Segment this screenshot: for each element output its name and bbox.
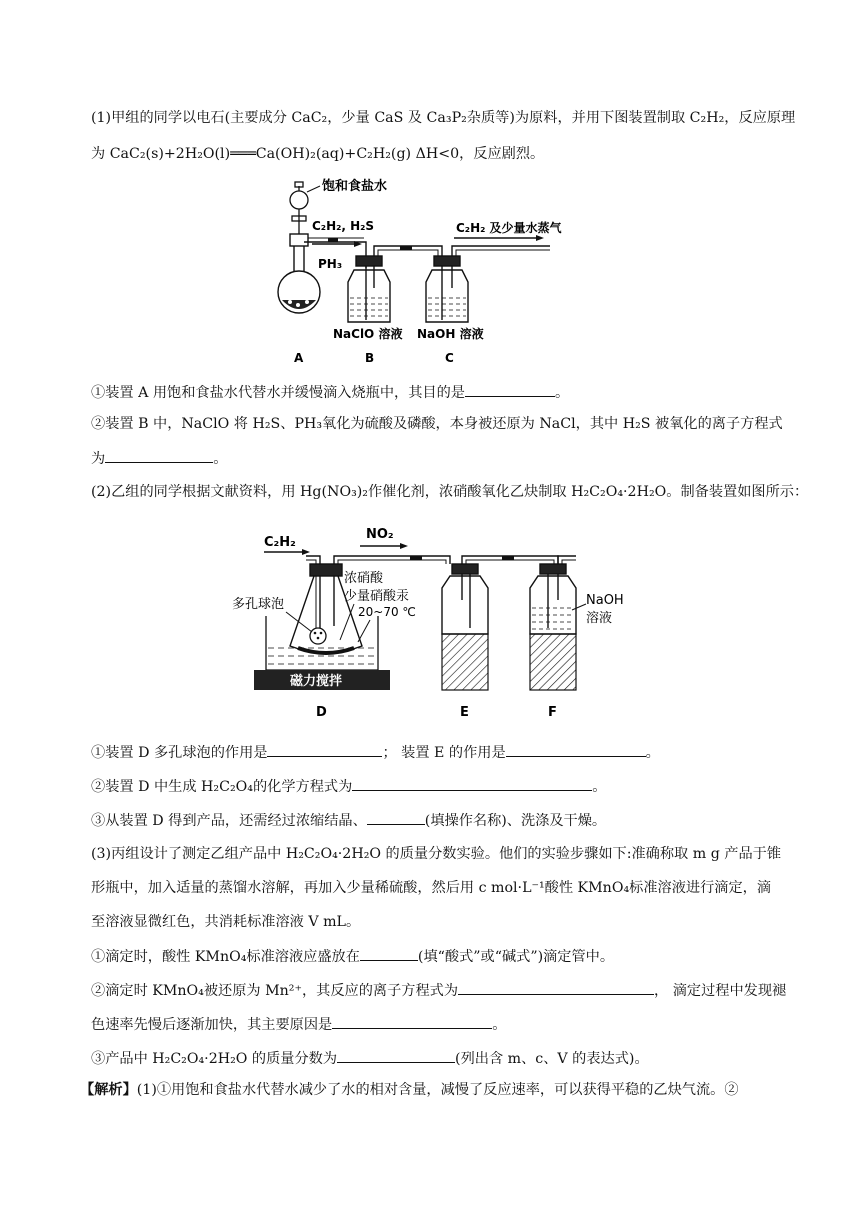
- q3-3-text-b: (列出含 m、c、V 的表达式)。: [455, 1051, 649, 1067]
- q2-1-text-a: ①装置 D 多孔球泡的作用是: [91, 745, 268, 761]
- answer-blank-q3-2a[interactable]: [458, 980, 654, 995]
- q3-2c-end: 。: [492, 1017, 507, 1033]
- q2-3-text-a: ③从装置 D 得到产品，还需经过浓缩结晶、: [91, 813, 367, 829]
- answer-blank-q1-2[interactable]: [105, 448, 213, 463]
- gas-out-label: C₂H₂ 及少量水蒸气: [456, 221, 562, 235]
- bottle-c-solution: NaOH 溶液: [417, 327, 484, 341]
- q3-3: [91, 1048, 649, 1069]
- part3-line3: 至溶液显微红色，共消耗标准溶液 V mL。: [91, 914, 361, 930]
- reagent2-label: 少量硝酸汞: [344, 589, 410, 604]
- q3-3-text-a: ③产品中 H₂C₂O₄·2H₂O 的质量分数为: [91, 1051, 338, 1067]
- gas2-label: PH₃: [318, 257, 343, 271]
- analysis-tag: 【解析】: [80, 1082, 137, 1098]
- gas-in-label: C₂H₂: [264, 535, 296, 550]
- stand-e: [442, 634, 488, 690]
- funnel-label: 饱和食盐水: [322, 179, 388, 194]
- q1-1-text: ①装置 A 用饱和食盐水代替水并缓慢滴入烧瓶中，其目的是: [91, 385, 465, 401]
- q3-2-text-b: ， 滴定过程中发现褪: [654, 983, 787, 999]
- bottle-b: [348, 256, 390, 322]
- analysis-text: (1)①用饱和食盐水代替水减少了水的相对含量，减慢了反应速率，可以获得平稳的乙炔气流。②: [136, 1082, 739, 1098]
- stirrer-label: 磁力搅拌: [290, 674, 343, 689]
- q2-1-end: 。: [645, 745, 660, 761]
- stand-f: [530, 634, 576, 690]
- analysis-line: [80, 1080, 739, 1100]
- bottle-f: [530, 564, 576, 634]
- q2-2-end: 。: [592, 779, 607, 795]
- naoh-label: NaOH: [586, 593, 624, 608]
- part3-line2: 形瓶中，加入适量的蒸馏水溶解，再加入少量稀硫酸，然后用 c mol·L⁻¹酸性 KMnO₄标准溶液进行滴定，滴: [91, 880, 772, 896]
- q2-3: [91, 810, 606, 831]
- part1-intro-line1: (1)甲组的同学以电石(主要成分 CaC₂，少量 CaS 及 Ca₃P₂杂质等)为原料，并用下图装置制取 C₂H₂，反应原理: [91, 110, 796, 126]
- q2-2: [91, 776, 606, 797]
- q2-3-text-b: (填操作名称)、洗涤及干燥。: [424, 813, 607, 829]
- answer-blank-q2-2[interactable]: [352, 776, 592, 791]
- answer-blank-q1-1[interactable]: [465, 382, 555, 397]
- label-e: E: [460, 705, 469, 720]
- q3-2c: [91, 1014, 506, 1035]
- part3-line1: (3)丙组设计了测定乙组产品中 H₂C₂O₄·2H₂O 的质量分数实验。他们的实验步骤如下:准确称取 m g 产品于锥: [91, 846, 782, 862]
- q3-1-text-b: (填“酸式”或“碱式”)滴定管中。: [417, 949, 615, 965]
- q3-1: [91, 946, 614, 967]
- answer-blank-q2-3[interactable]: [367, 810, 425, 825]
- part1-intro-line2: 为 CaC₂(s)+2H₂O(l)═══Ca(OH)₂(aq)+C₂H₂(g) ΔH<0，反应剧烈。: [91, 146, 545, 162]
- bottle-b-solution: NaClO 溶液: [333, 327, 403, 341]
- label-f: F: [548, 705, 557, 720]
- part2-intro: (2)乙组的同学根据文献资料，用 Hg(NO₃)₂作催化剂，浓硝酸氧化乙炔制取 H₂C₂O₄·2H₂O。制备装置如图所示：: [91, 484, 809, 500]
- dropping-funnel: [290, 182, 308, 234]
- q1-2b-text: 为: [91, 451, 106, 467]
- temp-label: 20~70 ℃: [358, 605, 416, 619]
- gas1-label: C₂H₂, H₂S: [312, 219, 375, 233]
- answer-blank-q2-1a[interactable]: [267, 742, 382, 757]
- label-d: D: [316, 705, 327, 720]
- no2-label: NO₂: [366, 527, 394, 542]
- reagent1-label: 浓硝酸: [344, 571, 384, 586]
- q2-1: [91, 742, 660, 763]
- bottle-e: [442, 564, 488, 634]
- figure-apparatus-abc: [270, 172, 630, 372]
- label-a: A: [294, 351, 304, 365]
- bubbler-ball: [310, 628, 326, 644]
- answer-blank-q3-2b[interactable]: [332, 1014, 492, 1029]
- q1-2b-end: 。: [213, 451, 228, 467]
- bottle-c: [426, 256, 468, 322]
- q1-2a: ②装置 B 中，NaClO 将 H₂S、PH₃氧化为硫酸及磷酸，本身被还原为 NaCl，其中 H₂S 被氧化的离子方程式: [91, 416, 783, 432]
- q1-1: [91, 382, 569, 403]
- q2-1-text-b: ； 装置 E 的作用是: [382, 745, 506, 761]
- label-b: B: [365, 351, 375, 365]
- label-c: C: [445, 351, 454, 365]
- answer-blank-q2-1b[interactable]: [506, 742, 646, 757]
- figure-apparatus-def: [232, 520, 650, 725]
- bubbler-label: 多孔球泡: [232, 597, 285, 612]
- q1-2b: [91, 448, 227, 469]
- answer-blank-q3-1[interactable]: [360, 946, 418, 961]
- q3-2-text-c: 色速率先慢后逐渐加快，其主要原因是: [91, 1017, 333, 1033]
- q2-2-text: ②装置 D 中生成 H₂C₂O₄的化学方程式为: [91, 779, 353, 795]
- naoh-solution-label: 溶液: [586, 611, 613, 626]
- q3-2a: [91, 980, 786, 1001]
- answer-blank-q3-3[interactable]: [337, 1048, 455, 1063]
- q1-1-end: 。: [554, 385, 570, 401]
- q3-1-text-a: ①滴定时，酸性 KMnO₄标准溶液应盛放在: [91, 949, 360, 965]
- q3-2-text-a: ②滴定时 KMnO₄被还原为 Mn²⁺，其反应的离子方程式为: [91, 983, 459, 999]
